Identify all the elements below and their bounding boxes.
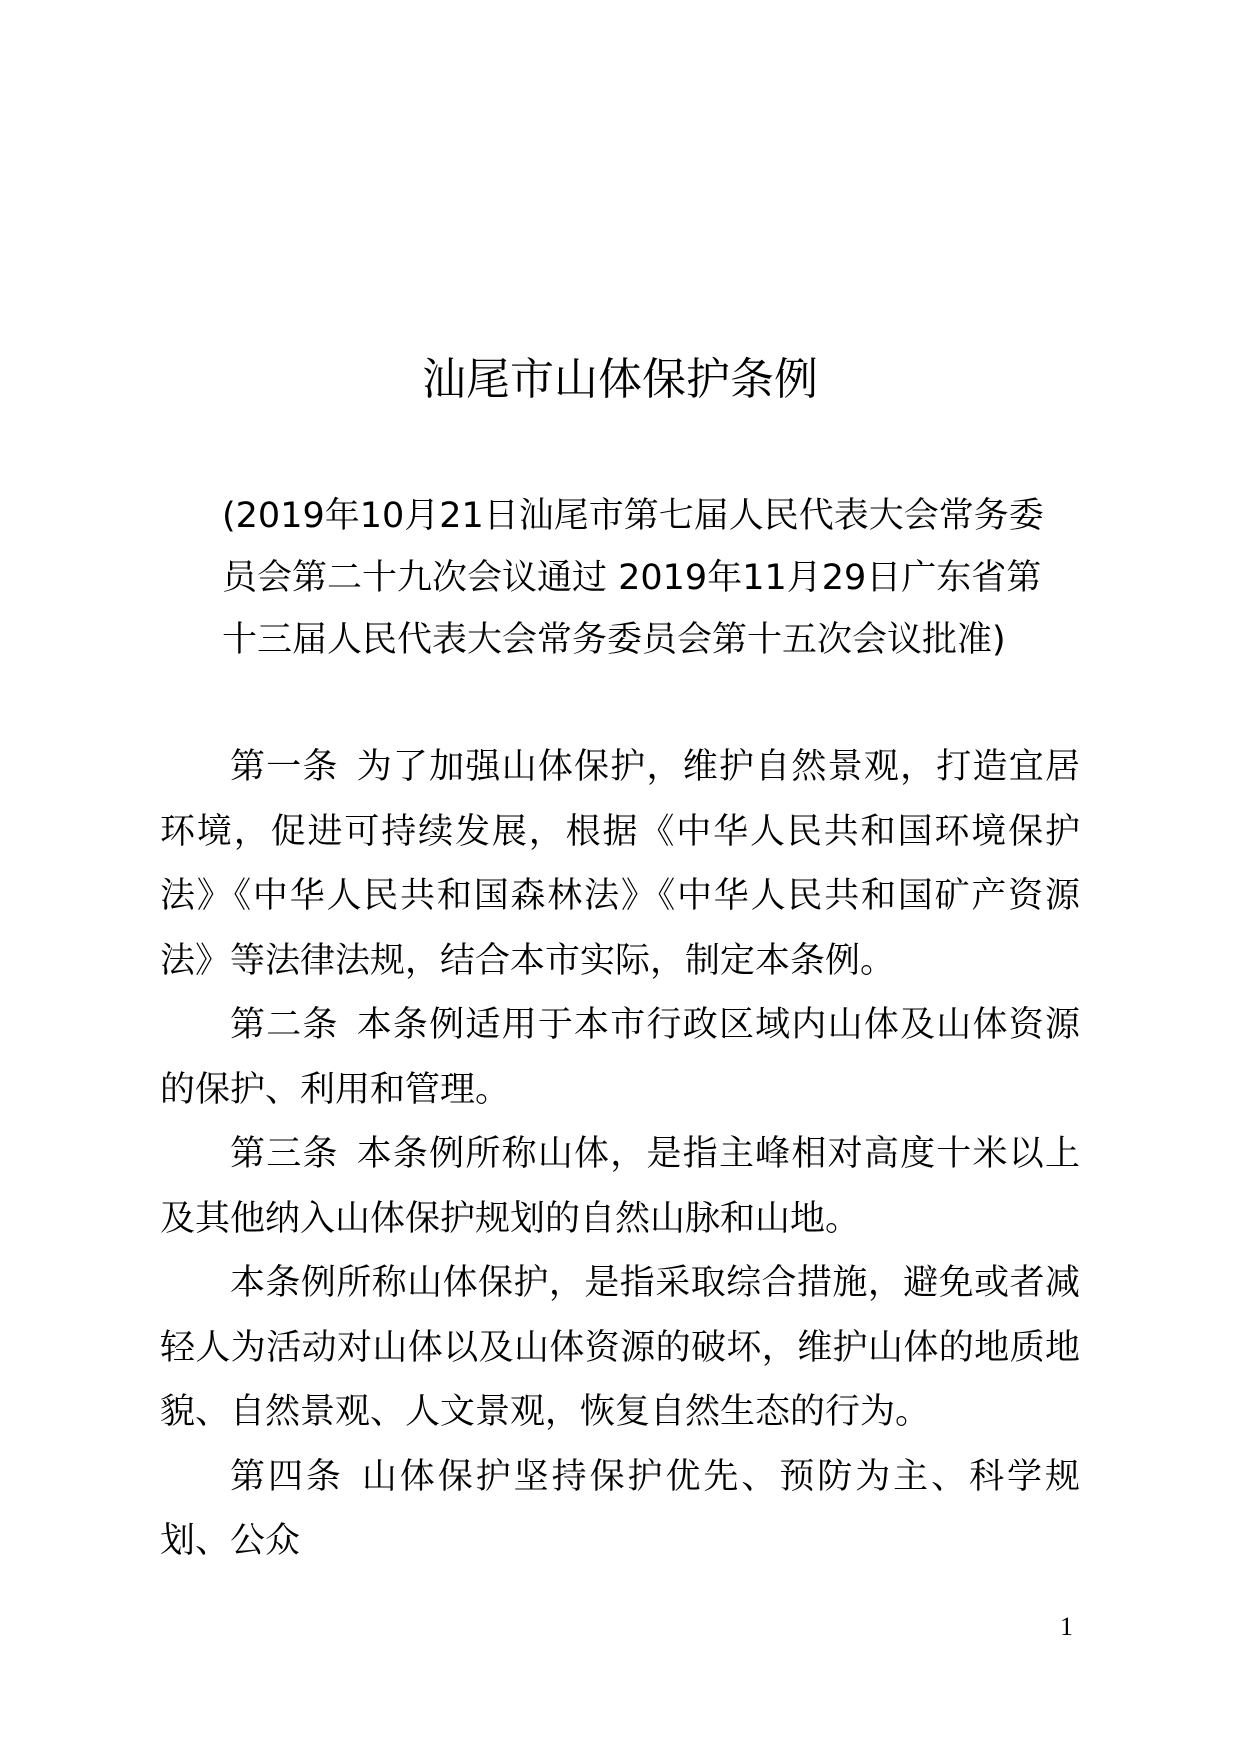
adoption-note [222, 485, 1052, 671]
article-number: 第四条 [230, 1456, 344, 1497]
page-number: 1 [1060, 1612, 1073, 1641]
article-paragraph [160, 1122, 1080, 1251]
article-number: 第三条 [230, 1134, 339, 1174]
adoption-note-line: 员会第二十九次会议通过 2019年11月29日广东省第 [222, 558, 1042, 598]
document-title: 汕尾市山体保护条例 [422, 354, 818, 405]
article-number: 第二条 [230, 1005, 339, 1045]
article-paragraph [160, 993, 1080, 1122]
adoption-note-line: (2019年10月21日汕尾市第七届人民代表大会常务委 [222, 496, 1044, 536]
article-paragraph [160, 735, 1080, 993]
article-text: 山体保护坚持保护优先、预防为主、科学规划、公众 [160, 1456, 1080, 1561]
adoption-note-line: 十三届人民代表大会常务委员会第十五次会议批准) [222, 620, 1006, 660]
article-paragraph [160, 1445, 1080, 1574]
article-text: 为了加强山体保护，维护自然景观，打造宜居环境，促进可持续发展，根据《中华人民共和国环境保护法》《中华人民共和国森林法》《中华人民共和国矿产资源法》等法律法规，结合本市实际，制定本条例。 [160, 747, 1080, 981]
article-text: 本条例适用于本市行政区域内山体及山体资源的保护、利用和管理。 [160, 1005, 1080, 1110]
article-text: 本条例所称山体保护，是指采取综合措施，避免或者减轻人为活动对山体以及山体资源的破坏，维护山体的地质地貌、自然景观、人文景观，恢复自然生态的行为。 [160, 1263, 1080, 1432]
article-paragraph [160, 1251, 1080, 1445]
article-number: 第一条 [230, 747, 339, 787]
document-body [160, 735, 1080, 1574]
article-text: 本条例所称山体，是指主峰相对高度十米以上及其他纳入山体保护规划的自然山脉和山地。 [160, 1134, 1080, 1239]
